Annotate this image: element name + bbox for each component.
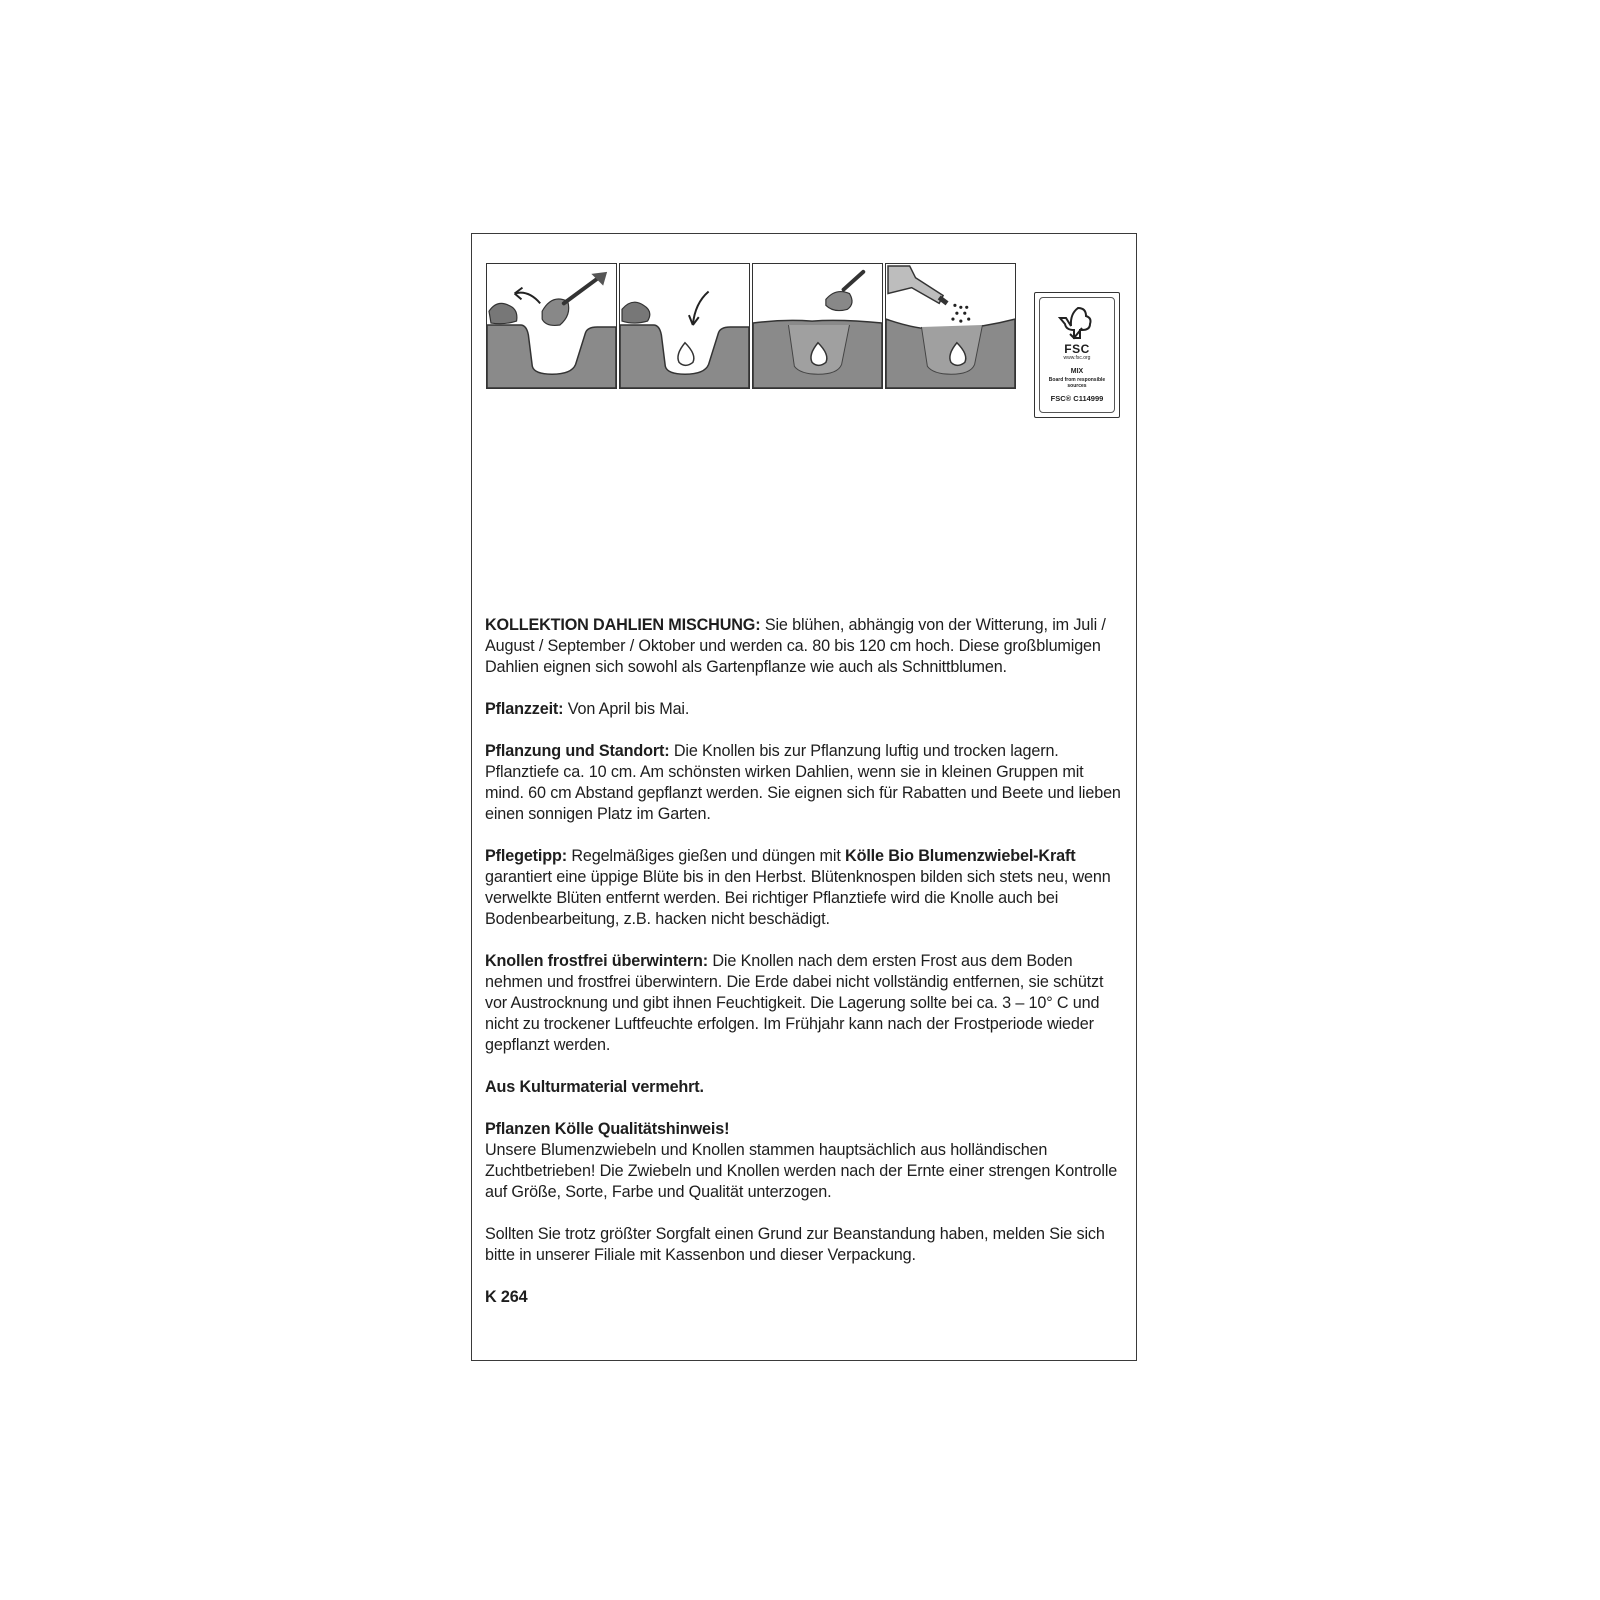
pflanzung-paragraph <box>485 741 1125 825</box>
pflegetipp-paragraph <box>485 846 1125 930</box>
fsc-mix-label: MIX <box>1070 368 1084 375</box>
tree-check-icon <box>1056 304 1098 342</box>
product-description <box>485 615 1125 1329</box>
fsc-logo-frame <box>1039 297 1115 413</box>
fsc-name: FSC <box>1064 342 1090 356</box>
pflanzzeit-paragraph <box>485 699 1125 720</box>
instruction-card <box>471 233 1137 1361</box>
pflanzung-text: Die Knollen bis zur Pflanzung luftig und trocken lagern. Pflanztiefe ca. 10 cm. Am schönsten wirken Dahlien, wenn sie in kleinen Gruppen mit mind. 60 cm Abstand gepflanzt werden. Sie eignen sich für Rabatten und Beete und lieben einen sonnigen Platz im Garten. <box>485 742 1121 823</box>
water-icon <box>885 263 1016 389</box>
pflanzzeit-heading: Pflanzzeit: <box>485 700 564 718</box>
beanstandung-paragraph: Sollten Sie trotz größter Sorgfalt einen Grund zur Beanstandung haben, melden Sie sich bitte in unserer Filiale mit Kassenbon und dieser Verpackung. <box>485 1225 1105 1264</box>
pflegetipp-text-before: Regelmäßiges gießen und düngen mit <box>566 847 846 865</box>
kultur-note: Aus Kulturmaterial vermehrt. <box>485 1078 704 1096</box>
ueberwintern-paragraph <box>485 951 1125 1056</box>
intro-heading: KOLLEKTION DAHLIEN MISCHUNG: <box>485 616 761 634</box>
pflanzung-heading: Pflanzung und Standort: <box>485 742 670 760</box>
fsc-license-code: FSC® C114999 <box>1050 394 1104 403</box>
intro-paragraph <box>485 615 1125 678</box>
ueberwintern-text: Die Knollen nach dem ersten Frost aus dem Boden nehmen und frostfrei überwintern. Die Erde dabei nicht vollständig entfernen, sie schützt vor Austrocknung und gibt ihnen Feuchtigkeit. Die Lagerung sollte bei ca. 3 – 10° C und nicht zu trockener Luftfeuchte erfolgen. Im Frühjahr kann nach der Frostperiode wieder gepflanzt werden. <box>485 952 1104 1054</box>
dig-hole-icon <box>486 263 617 389</box>
pflanzzeit-text: Von April bis Mai. <box>563 700 690 718</box>
pflegetipp-product: Kölle Bio Blumenzwiebel-Kraft <box>845 847 1076 865</box>
cover-soil-icon <box>752 263 883 389</box>
qualitaet-heading: Pflanzen Kölle Qualitätshinweis! <box>485 1120 730 1138</box>
ueberwintern-heading: Knollen frostfrei überwintern: <box>485 952 709 970</box>
fsc-url: www.fsc.org <box>1063 355 1091 361</box>
qualitaet-text: Unsere Blumenzwiebeln und Knollen stammen hauptsächlich aus holländischen Zuchtbetrieben! Die Zwiebeln und Knollen werden nach der Ernte einer strengen Kontrolle auf Größe, Sorte, Farbe und Qualität unterzogen. <box>485 1141 1118 1201</box>
place-bulb-icon <box>619 263 750 389</box>
article-code: K 264 <box>485 1288 528 1306</box>
intro-text: Sie blühen, abhängig von der Witterung, im Juli / August / September / Oktober und werden ca. 80 bis 120 cm hoch. Diese großblumigen Dahlien eignen sich sowohl als Gartenpflanze wie auch als Schnittblumen. <box>485 616 1106 676</box>
qualitaet-paragraph <box>485 1119 1125 1203</box>
pflegetipp-text-after: garantiert eine üppige Blüte bis in den Herbst. Blütenknospen bilden sich stets neu, wenn verwelkte Blüten entfernt werden. Bei richtiger Pflanztiefe wird die Knolle auch bei Bodenbearbeitung, z.B. hacken nicht beschädigt. <box>485 868 1111 928</box>
fsc-subtitle: Board from responsible sources <box>1048 377 1106 389</box>
pflegetipp-heading: Pflegetipp: <box>485 847 567 865</box>
kultur-paragraph <box>485 1077 1125 1098</box>
fsc-logo <box>1034 292 1120 418</box>
